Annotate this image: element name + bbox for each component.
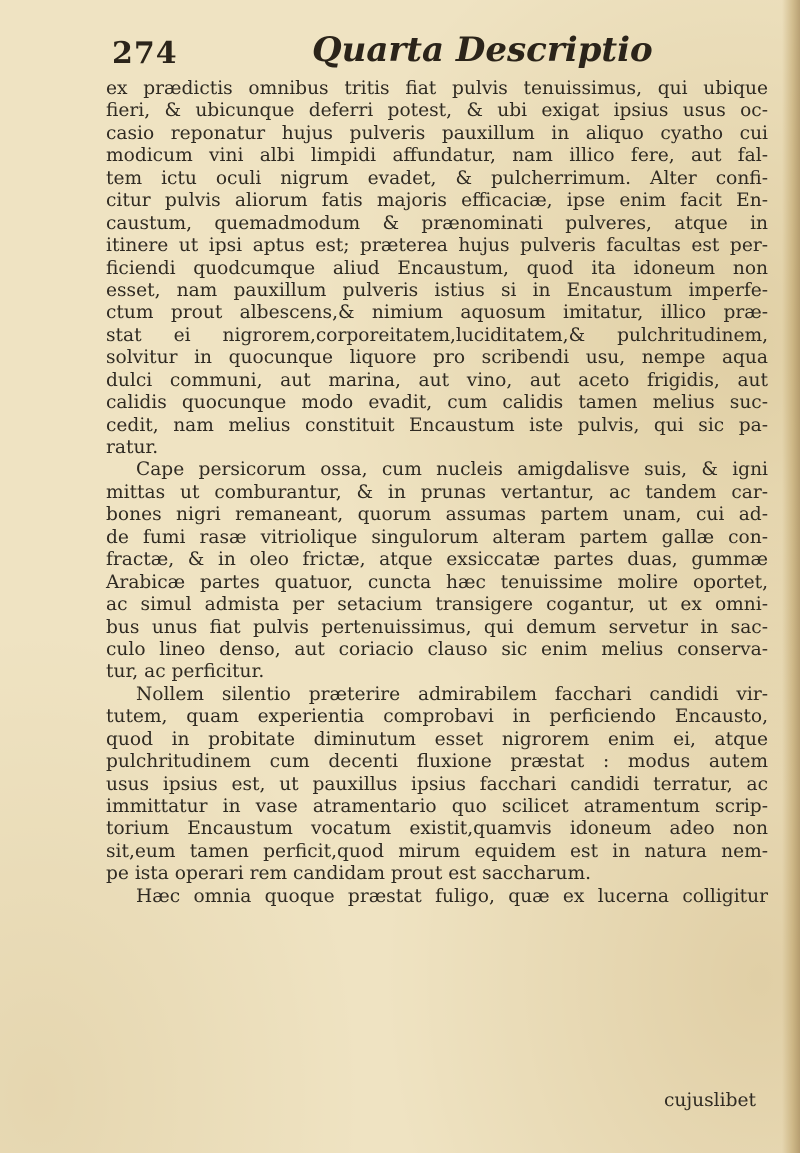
text-line: bones nigri remaneant, quorum assumas partem unam, cui ad- <box>106 504 768 526</box>
text-line: sit,eum tamen perficit,quod mirum equidem est in natura nem- <box>106 840 768 862</box>
text-line: casio reponatur hujus pulveris pauxillum in aliquo cyatho cui <box>106 122 768 144</box>
text-line: pulchritudinem cum decenti fluxione præstat : modus autem <box>106 751 768 773</box>
text-line: torium Encaustum vocatum existit,quamvis idoneum adeo non <box>106 818 768 840</box>
text-line: ac simul admista per setacium transigere cogantur, ut ex omni- <box>106 594 768 616</box>
text-line: solvitur in quocunque liquore pro scribendi usu, nempe aqua <box>106 347 768 369</box>
paragraph-end-line: tur, ac perficitur. <box>106 661 265 683</box>
text-line: caustum, quemadmodum & prænominati pulveres, atque in <box>106 212 768 234</box>
text-line: ficiendi quodcumque aliud Encaustum, quod ita idoneum non <box>106 257 768 279</box>
text-line: citur pulvis aliorum fatis majoris efficaciæ, ipse enim facit En- <box>106 190 768 212</box>
text-line: stat ei nigrorem,corporeitatem,luciditatem,& pulchritudinem, <box>106 324 768 346</box>
text-line: culo lineo denso, aut coriacio clauso sic enim melius conserva- <box>106 638 768 660</box>
paragraph-start-line: Cape persicorum ossa, cum nucleis amigdalisve suis, & igni <box>136 459 768 481</box>
text-line: calidis quocunque modo evadit, cum calidis tamen melius suc- <box>106 392 768 414</box>
text-line: cedit, nam melius constituit Encaustum iste pulvis, qui sic pa- <box>106 414 768 436</box>
text-line: dulci communi, aut marina, aut vino, aut aceto frigidis, aut <box>106 369 768 391</box>
text-line: fractæ, & in oleo frictæ, atque exsiccatæ partes duas, gummæ <box>106 549 768 571</box>
paragraph-end-line: ratur. <box>106 437 159 458</box>
text-line: immittatur in vase atramentario quo scilicet atramentum scrip- <box>106 796 768 817</box>
paragraph-start-line: Nollem silentio præterire admirabilem facchari candidi vir- <box>136 683 768 705</box>
text-line: fieri, & ubicunque deferri potest, & ubi exigat ipsius usus oc- <box>106 100 768 122</box>
text-line: usus ipsius est, ut pauxillus ipsius facchari candidi terratur, ac <box>106 773 768 795</box>
text-line: de fumi rasæ vitriolique singulorum alteram partem gallæ con- <box>106 526 768 548</box>
text-line: itinere ut ipsi aptus est; præterea hujus pulveris facultas est per- <box>106 235 768 257</box>
page-edge-shadow <box>782 0 800 1153</box>
text-line: bus unus fiat pulvis pertenuissimus, qui demum servetur in sac- <box>106 616 768 638</box>
text-line: esset, nam pauxillum pulveris istius si in Encaustum imperfe- <box>106 279 768 301</box>
catchword: cujuslibet <box>664 1090 756 1111</box>
paragraph-end-line: pe ista operari rem candidam prout est saccharum. <box>106 863 592 885</box>
text-line: quod in probitate diminutum esset nigrorem enim ei, atque <box>106 728 768 750</box>
text-line: modicum vini albi limpidi affundatur, nam illico fere, aut fal- <box>106 145 768 167</box>
page-number: 274 <box>112 36 178 71</box>
body-text <box>106 78 768 908</box>
paragraph-start-line: Hæc omnia quoque præstat fuligo, quæ ex lucerna colligitur <box>136 885 768 907</box>
text-line: Arabicæ partes quatuor, cuncta hæc tenuissime molire oportet, <box>106 571 768 593</box>
text-line: ctum prout albescens,& nimium aquosum imitatur, illico præ- <box>106 302 768 324</box>
text-line: tem ictu oculi nigrum evadet, & pulcherrimum. Alter confi- <box>106 167 768 189</box>
running-head: Quarta Descriptio <box>312 30 653 70</box>
text-line: ex prædictis omnibus tritis fiat pulvis tenuissimus, qui ubique <box>106 78 768 99</box>
text-line: mittas ut comburantur, & in prunas vertantur, ac tandem car- <box>106 481 768 503</box>
text-line: tutem, quam experientia comprobavi in perficiendo Encausto, <box>106 706 768 728</box>
page-header <box>112 24 752 74</box>
